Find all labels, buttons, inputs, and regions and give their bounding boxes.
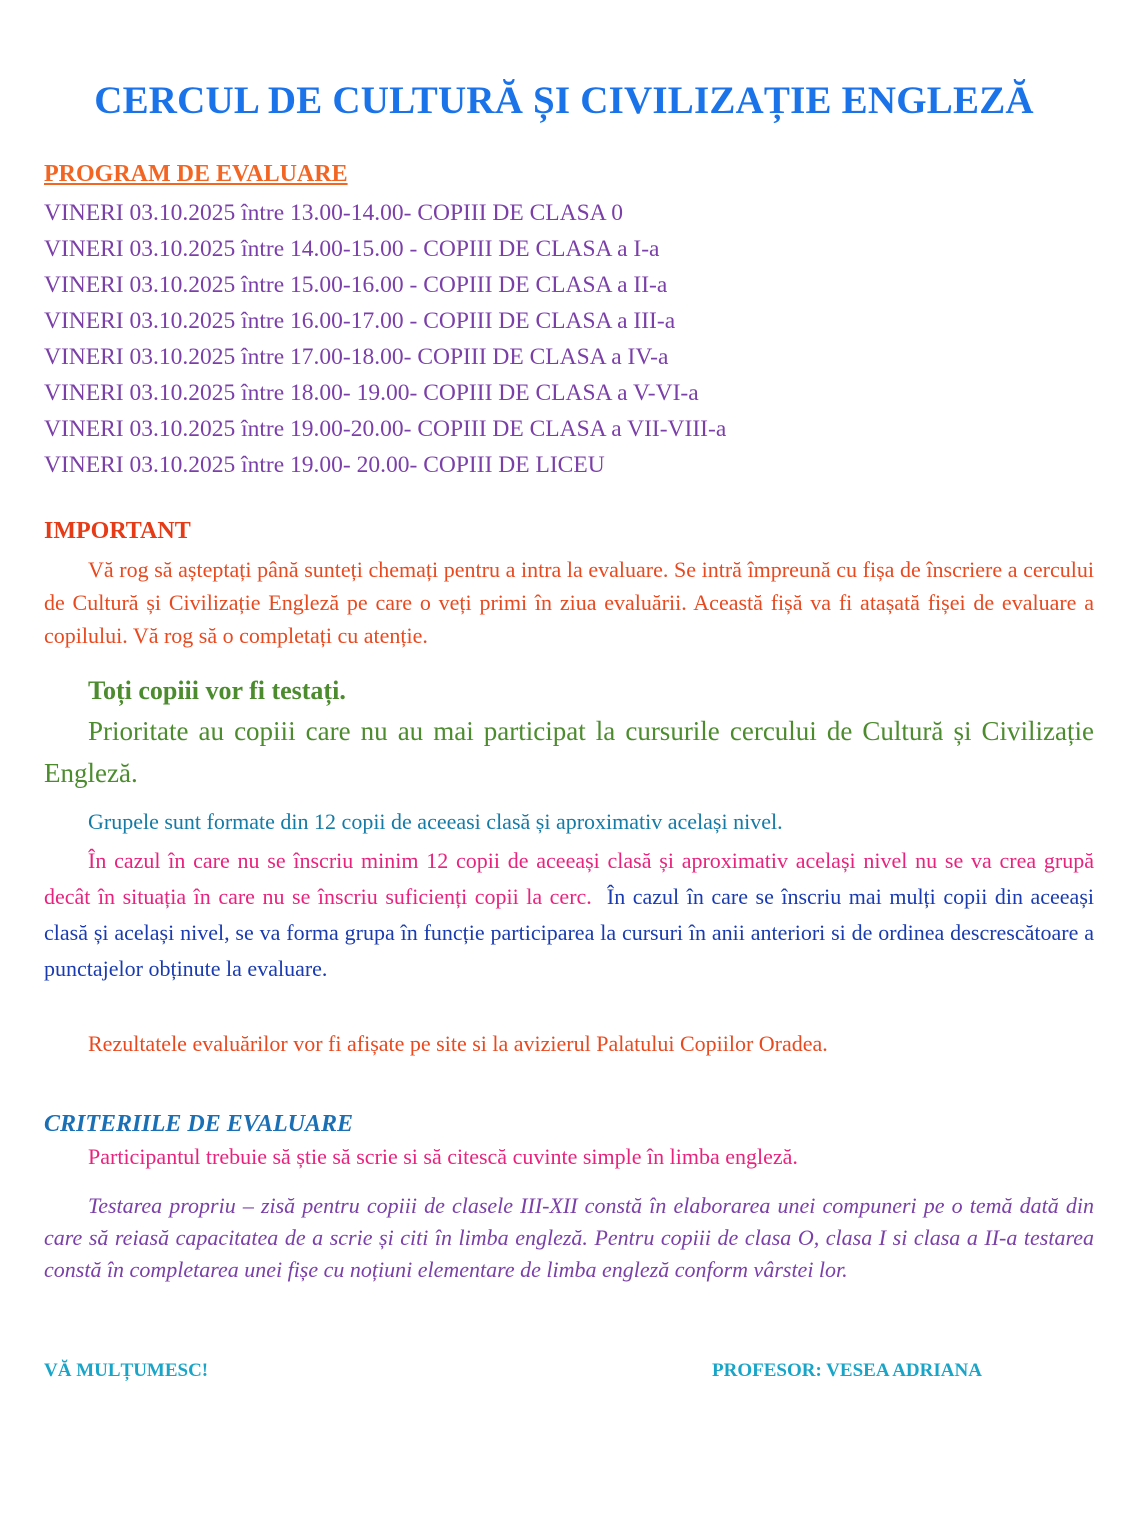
all-tested-notice: Toți copiii vor fi testați. — [88, 676, 346, 705]
teacher-signature: PROFESOR: VESEA ADRIANA — [712, 1360, 982, 1381]
groups-case-min: În cazul în care nu se înscriu minim 12 copii de aceeași clasă și aproximativ același nivel nu se va crea grupă decât în situația în care nu se înscriu suficienți copii la cerc. — [44, 848, 1094, 909]
schedule-item: VINERI 03.10.2025 între 14.00-15.00 - COPIII DE CLASA a I-a — [44, 236, 660, 262]
schedule-item: VINERI 03.10.2025 între 19.00- 20.00- COPIII DE LICEU — [44, 452, 605, 478]
program-heading: PROGRAM DE EVALUARE — [44, 161, 348, 187]
criteria-testing: Testarea propriu – zisă pentru copiii de clasele III-XII constă în elaborarea unei compuneri pe o temă dată din care să reiasă capacitatea de a scrie și citi în limba engleză. Pentru copiii de clasa O, clasa I si clasa a II-a testarea constă în completarea unei fișe cu noțiuni elementare de limba engleză conform vârstei lor. — [44, 1193, 1094, 1282]
criteria-heading: CRITERIILE DE EVALUARE — [44, 1111, 353, 1137]
document-title: CERCUL DE CULTURĂ ȘI CIVILIZAȚIE ENGLEZĂ — [94, 79, 1034, 122]
groups-case-more: În cazul în care se înscriu mai mulți copii din aceeași clasă și același nivel, se va forma grupa în funcție participarea la cursuri în anii anteriori si de ordinea descrescătoare a punctajelor obținute la evaluare. — [44, 884, 1094, 981]
results-notice: Rezultatele evaluărilor vor fi afișate pe site si la avizierul Palatului Copiilor Oradea. — [88, 1031, 828, 1056]
important-heading: IMPORTANT — [44, 518, 191, 544]
schedule-item: VINERI 03.10.2025 între 18.00- 19.00- COPIII DE CLASA a V-VI-a — [44, 380, 699, 406]
schedule-item: VINERI 03.10.2025 între 19.00-20.00- COPIII DE CLASA a VII-VIII-a — [44, 416, 727, 442]
schedule-item: VINERI 03.10.2025 între 16.00-17.00 - COPIII DE CLASA a III-a — [44, 308, 676, 334]
schedule-list — [44, 196, 726, 484]
schedule-item: VINERI 03.10.2025 între 13.00-14.00- COPIII DE CLASA 0 — [44, 200, 623, 226]
schedule-item: VINERI 03.10.2025 între 15.00-16.00 - COPIII DE CLASA a II-a — [44, 272, 668, 298]
thanks-text: VĂ MULȚUMESC! — [44, 1360, 209, 1381]
important-text: Vă rog să așteptați până sunteți chemați pentru a intra la evaluare. Se intră împreună cu fișa de înscriere a cercului de Cultură și Civilizație Engleză pe care o veți primi în ziua evaluării. Această fișă va fi atașată fișei de evaluare a copilului. Vă rog să o completați cu atenție. — [44, 557, 1094, 648]
groups-rules — [44, 843, 1094, 987]
groups-formed-text: Grupele sunt formate din 12 copii de aceeasi clasă și aproximativ același nivel. — [88, 809, 783, 834]
criteria-participant: Participantul trebuie să știe să scrie si să citescă cuvinte simple în limba engleză. — [88, 1144, 798, 1169]
schedule-item: VINERI 03.10.2025 între 17.00-18.00- COPIII DE CLASA a IV-a — [44, 344, 669, 370]
priority-notice: Prioritate au copiii care nu au mai participat la cursurile cercului de Cultură și Civilizație Engleză. — [44, 716, 1094, 788]
